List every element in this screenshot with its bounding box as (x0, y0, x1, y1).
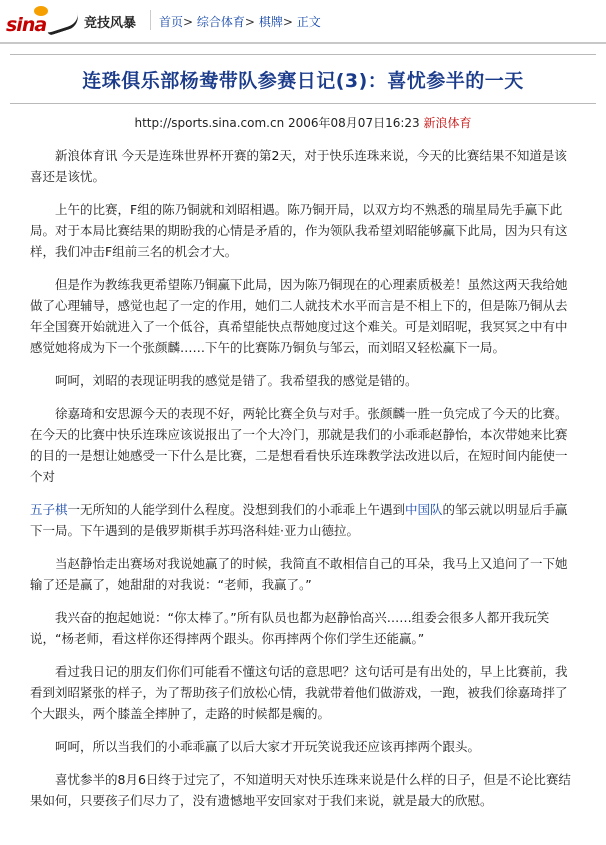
article-body (30, 145, 576, 811)
header-divider (150, 10, 151, 30)
meta-source-link[interactable]: 新浪体育 (423, 116, 472, 130)
paragraph: 看过我日记的朋友们你们可能看不懂这句话的意思吧？这句话可是有出处的，早上比赛前，我看到刘昭紧张的样子，为了帮助孩子们放松心情，我就带着他们做游戏，一跑，被我们徐嘉琦拌了个大跟头，两个膝盖全摔肿了，走路的时候都是瘸的。 (30, 664, 568, 721)
swoosh-icon (45, 13, 81, 36)
headline-box (10, 54, 596, 104)
logo-text: sina (6, 14, 47, 36)
site-header (0, 0, 606, 44)
article-meta (0, 114, 606, 131)
paragraph: 但是作为教练我更希望陈乃铜赢下此局，因为陈乃铜现在的心理素质极差！虽然这两天我给她做了心理辅导，感觉也起了一定的作用，她们二人就技术水平而言是不相上下的，但是陈乃铜从去年全国赛开始就进入了一个低谷，真希望能快点帮她度过这个难关。可是刘昭呢，我冥冥之中有中感觉她将成为下一个张颜麟……下午的比赛陈乃铜负与邹云，而刘昭又轻松赢下一局。 (30, 277, 568, 355)
breadcrumb-chess[interactable]: 棋牌 (258, 15, 283, 29)
paragraph: 当赵静怡走出赛场对我说她赢了的时候，我简直不敢相信自己的耳朵，我马上又追问了一下她输了还是赢了，她甜甜的对我说：“老师，我赢了。” (30, 556, 568, 592)
breadcrumb-sports[interactable]: 综合体育 (196, 15, 245, 29)
channel-brand[interactable]: 竞技风暴 (84, 16, 137, 31)
paragraph: 喜忧参半的8月6日终于过完了，不知道明天对快乐连珠来说是什么样的日子，但是不论比赛结果如何，只要孩子们尽力了，没有遗憾地平安回家对于我们来说，就是最大的欣慰。 (30, 772, 571, 808)
breadcrumb-article[interactable]: 正文 (296, 15, 321, 29)
sina-logo[interactable] (6, 6, 76, 36)
paragraph: 徐嘉琦和安思源今天的表现不好，两轮比赛全负与对手。张颜麟一胜一负完成了今天的比赛。在今天的比赛中快乐连珠应该说报出了一个大冷门，那就是我们的小乖乖赵静怡，本次带她来比赛的目的一是想让她感受一下什么是比赛，二是想看看快乐连珠教学法改进以后，在短时间内能使一个对 (30, 406, 568, 484)
paragraph: 新浪体育讯 今天是连珠世界杯开赛的第2天，对于快乐连珠来说，今天的比赛结果不知道是该喜还是该忧。 (30, 148, 567, 184)
breadcrumb: 首页> 综合体育> 棋牌> 正文 (159, 15, 321, 29)
gomoku-link[interactable]: 五子棋 (30, 502, 68, 517)
page-title: 连珠俱乐部杨鸯带队参赛日记(3)：喜忧参半的一天 (82, 69, 524, 92)
china-team-link[interactable]: 中国队 (405, 502, 443, 517)
paragraph: 呵呵，所以当我们的小乖乖赢了以后大家才开玩笑说我还应该再摔两个跟头。 (55, 739, 481, 754)
paragraph: 呵呵，刘昭的表现证明我的感觉是错了。我希望我的感觉是错的。 (55, 373, 418, 388)
meta-url: http://sports.sina.com.cn (134, 116, 285, 130)
paragraph: 上午的比赛，F组的陈乃铜就和刘昭相遇。陈乃铜开局，以双方均不熟悉的瑞星局先手赢下此局。对于本局比赛结果的期盼我的心情是矛盾的，作为领队我希望刘昭能够赢下此局，因为只有这样，我们冲击F组前三名的机会才大。 (30, 202, 568, 259)
breadcrumb-home[interactable]: 首页 (159, 15, 184, 29)
paragraph: 五子棋一无所知的人能学到什么程度。没想到我们的小乖乖上午遇到中国队的邹云就以明显后手赢下一局。下午遇到的是俄罗斯棋手苏玛洛科娃·亚力山德拉。 (30, 502, 568, 538)
paragraph: 我兴奋的抱起她说：“你太棒了。”所有队员也都为赵静怡高兴……组委会很多人都开我玩笑说，“杨老师，看这样你还得摔两个跟头。你再摔两个你们学生还能赢。” (30, 610, 550, 646)
meta-datetime: 2006年08月07日16:23 (288, 116, 420, 130)
